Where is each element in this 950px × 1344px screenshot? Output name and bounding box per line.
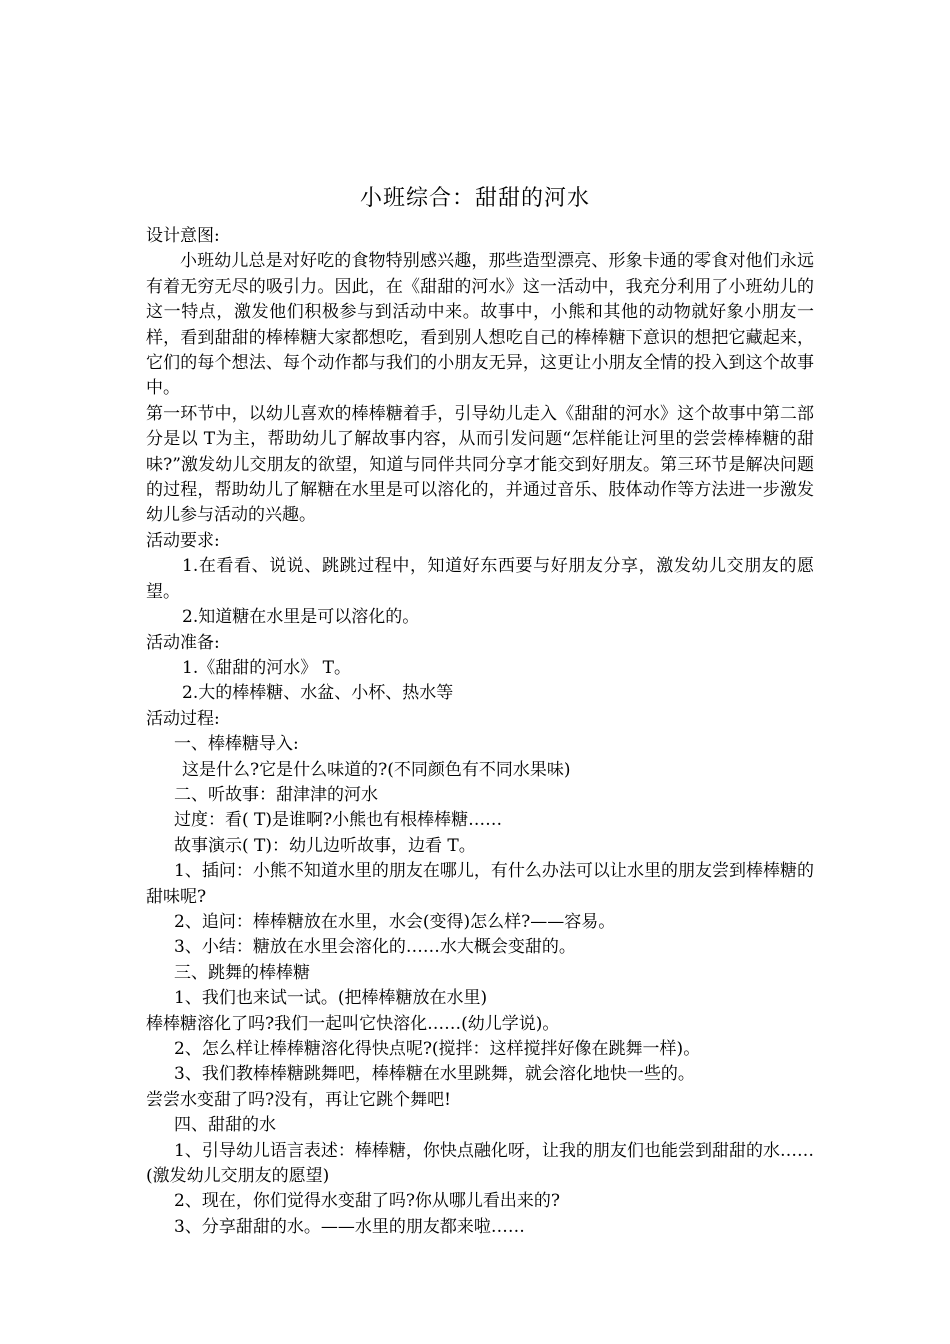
list-item: 2、现在，你们觉得水变甜了吗?你从哪儿看出来的? [174,1191,561,1212]
list-item: 3、我们教棒棒糖跳舞吧，棒棒糖在水里跳舞，就会溶化地快一些的。 [174,1064,695,1085]
paragraph: 棒棒糖溶化了吗?我们一起叫它快溶化……(幼儿学说)。 [146,1013,560,1034]
section-heading: 活动过程: [146,708,220,729]
step-heading: 三、跳舞的棒棒糖 [174,962,310,983]
list-item: 3、小结：糖放在水里会溶化的……水大概会变甜的。 [174,937,576,958]
paragraph: 过度：看( T)是谁啊?小熊也有根棒棒糖…… [174,810,503,831]
list-item: 1.《甜甜的河水》 T。 [182,657,351,678]
paragraph: 小班幼儿总是对好吃的食物特别感兴趣，那些造型漂亮、形象卡通的零食对他们永远有着无穷无尽的吸引力。因此，在《甜甜的河水》这一活动中，我充分利用了小班幼儿的这一特点，激发他们积极参与到活动中来。故事中，小熊和其他的动物就好象小朋友一样，看到甜甜的棒棒糖大家都想吃，看到别人想吃自己的棒棒糖下意识的想把它藏起来，它们的每个想法、每个动作都与我们的小朋友无异，这更让小朋友全情的投入到这个故事中。 [146,251,814,399]
step-heading: 四、甜甜的水 [174,1115,276,1136]
document-body [146,224,814,1240]
list-item: 3、分享甜甜的水。——水里的朋友都来啦…… [174,1216,525,1237]
list-item: 2、怎么样让棒棒糖溶化得快点呢?(搅拌：这样搅拌好像在跳舞一样)。 [174,1039,701,1059]
step-heading: 一、棒棒糖导入: [174,734,299,755]
paragraph: 第一环节中，以幼儿喜欢的棒棒糖着手，引导幼儿走入《甜甜的河水》这个故事中第二部分是以 T为主，帮助幼儿了解故事内容，从而引发问题“怎样能让河里的尝尝棒棒糖的甜味?”激发幼儿交朋友的欲望，知道与同伴共同分享才能交到好朋友。第三环节是解决问题的过程，帮助幼儿了解糖在水里是可以溶化的，并通过音乐、肢体动作等方法进一步激发幼儿参与活动的兴趣。 [146,403,814,526]
list-item: 1、我们也来试一试。(把棒棒糖放在水里) [174,988,488,1009]
list-item: 1、插问：小熊不知道水里的朋友在哪儿，有什么办法可以让水里的朋友尝到棒棒糖的甜味呢? [146,861,814,907]
paragraph: 这是什么?它是什么味道的?(不同颜色有不同水果味) [182,759,571,780]
section-heading: 活动准备: [146,632,220,653]
list-item: 2、追问：棒棒糖放在水里，水会(变得)怎么样?——容易。 [174,911,616,932]
paragraph: 设计意图: [146,226,220,246]
list-item: 2.大的棒棒糖、水盆、小杯、热水等 [182,683,454,704]
list-item: 1、引导幼儿语言表述：棒棒糖，你快点融化呀，让我的朋友们也能尝到甜甜的水……(激发幼儿交朋友的愿望) [146,1140,814,1187]
list-item: 1.在看看、说说、跳跳过程中，知道好东西要与好朋友分享，激发幼儿交朋友的愿望。 [146,556,814,602]
section-heading: 活动要求: [146,530,220,551]
paragraph: 故事演示( T)：幼儿边听故事，边看 T。 [174,835,476,856]
step-heading: 二、听故事：甜津津的河水 [174,784,378,805]
document-title: 小班综合：甜甜的河水 [359,186,590,211]
paragraph: 尝尝水变甜了吗?没有，再让它跳个舞吧! [146,1089,451,1110]
list-item: 2.知道糖在水里是可以溶化的。 [182,607,420,628]
